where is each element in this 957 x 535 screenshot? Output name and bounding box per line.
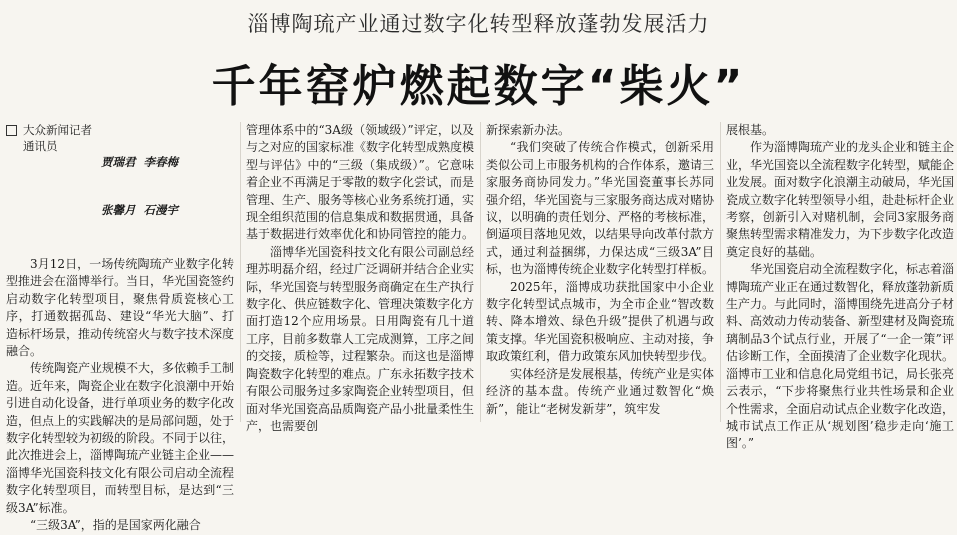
byline-role-correspondent: 通讯员 <box>23 139 58 153</box>
column-3 <box>486 122 714 422</box>
article-headline: 千年窑炉燃起数字“柴火” <box>211 61 746 112</box>
article-paragraph: 3月12日，一场传统陶琉产业数字化转型推进会在淄博举行。当日，华光国瓷签约启动数字化转型项目，聚焦骨质瓷核心工序，打通数据孤岛、建设“华光大脑”、打造标杆场景，推动传统窑火与数字技术深度融合。 <box>6 257 235 359</box>
article-paragraph: 实体经济是发展根基，传统产业是实体经济的基本盘。传统产业通过数智化“焕新”，能让“老树发新芽”，筑牢发 <box>486 366 715 416</box>
column-divider <box>720 122 721 422</box>
article-paragraph: 淄博华光国瓷科技文化有限公司副总经理苏明磊介绍，经过广泛调研并结合企业实际，华光国瓷与转型服务商确定在生产执行数字化、供应链数字化、管理决策数字化方面打造12个应用场景。日用陶瓷有几十道工序，目前多数靠人工完成测算，工序之间的交接，质检等，过程繁杂。而这也是淄博陶瓷数字化转型的难点。广东永拓数字技术有限公司服务过多家陶瓷企业转型项目，但面对华光国瓷高品质陶瓷产品小批量柔性生产，也需要创 <box>246 244 475 433</box>
article-paragraph: “三级3A”，指的是国家两化融合 <box>30 518 201 533</box>
article-paragraph: “我们突破了传统合作模式，创新采用类似公司上市服务机构的合作体系，邀请三家服务商协同发力。”华光国瓷董事长苏同强介绍，华光国瓷与三家服务商达成对赌协议，以明确的责任划分、严格的考核标准，倒逼项目落地见效，以结果导向改革付款方式，通过利益捆绑，力保达成“三级3A”目标，也为淄博传统企业数字化转型打样板。 <box>486 140 715 277</box>
byline-names-reporters: 贾瑞君 李春梅 <box>101 155 179 169</box>
article-paragraph: 作为淄博陶琉产业的龙头企业和链主企业，华光国瓷以全流程数字化转型，赋能企业发展。面对数字化浪潮主动破局，华光国瓷成立数字化转型领导小组，赴赴标杆企业考察，创新引入对赌机制，会同3家服务商聚焦转型需求精准发力，为下步数字化改造奠定良好的基础。 <box>726 140 955 259</box>
article-paragraph: 展根基。 <box>726 123 775 137</box>
column-2 <box>246 122 475 433</box>
article-paragraph: 新探索新办法。 <box>486 123 571 137</box>
article-paragraph: 传统陶瓷产业规模不大，多依赖手工制造。近年来，陶瓷企业在数字化浪潮中开始引进自动化设备，进行单项业务的数字化改造，但点上的实践解决的是局部问题，处于数字化转型较为初级的阶段。不同于以往，此次推进会上，淄博陶琉产业链主企业——淄博华光国瓷科技文化有限公司启动全流程数字化转型项目，而转型目标，是达到“三级3A”标准。 <box>6 361 235 515</box>
article-subtitle: 淄博陶琉产业通过数字化转型释放蓬勃发展活力 <box>247 12 710 36</box>
column-divider <box>240 122 241 422</box>
byline-role-reporter: 大众新闻记者 <box>23 123 92 137</box>
byline-box-icon <box>6 125 17 136</box>
article-body <box>6 122 955 533</box>
column-divider <box>480 122 481 422</box>
column-1 <box>6 122 235 533</box>
article-paragraph: 管理体系中的“3A级（领域级）”评定，以及与之对应的国家标准《数字化转型成熟度模型与评估》中的“三级（集成级）”。它意味着企业不再满足于零散的数字化尝试，而是管理、生产、服务等核心业务系统打通，实现全组织范围的信息集成和数据贯通，具备基于数据进行效率优化和协同管控的能力。 <box>246 123 475 242</box>
byline-names-correspondents: 张馨月 石漫宇 <box>101 203 179 217</box>
byline <box>6 122 234 250</box>
article-paragraph: 华光国瓷启动全流程数字化，标志着淄博陶琉产业正在通过数智化，释放蓬勃新质生产力。与此同时，淄博围绕先进高分子材料、高效动力传动装备、新型建材及陶瓷琉璃制品3个试点行业，开展了“一企一策”评估诊断工作，全面摸清了企业数字化现状。淄博市工业和信息化局党组书记，局长张亮云表示，“下步将聚焦行业共性场景和企业个性需求，全面启动试点企业数字化改造，城市试点工作正从‘规划图’稳步走向‘施工图’。” <box>726 262 955 451</box>
article-paragraph: 2025年，淄博成功获批国家中小企业数字化转型试点城市，为全市企业“智改数转、降本增效、绿色升级”提供了机遇与政策支撑。华光国瓷积极响应、主动对接，争取政策红利，借力政策东风加快转型步伐。 <box>486 279 715 364</box>
column-4 <box>726 122 955 451</box>
